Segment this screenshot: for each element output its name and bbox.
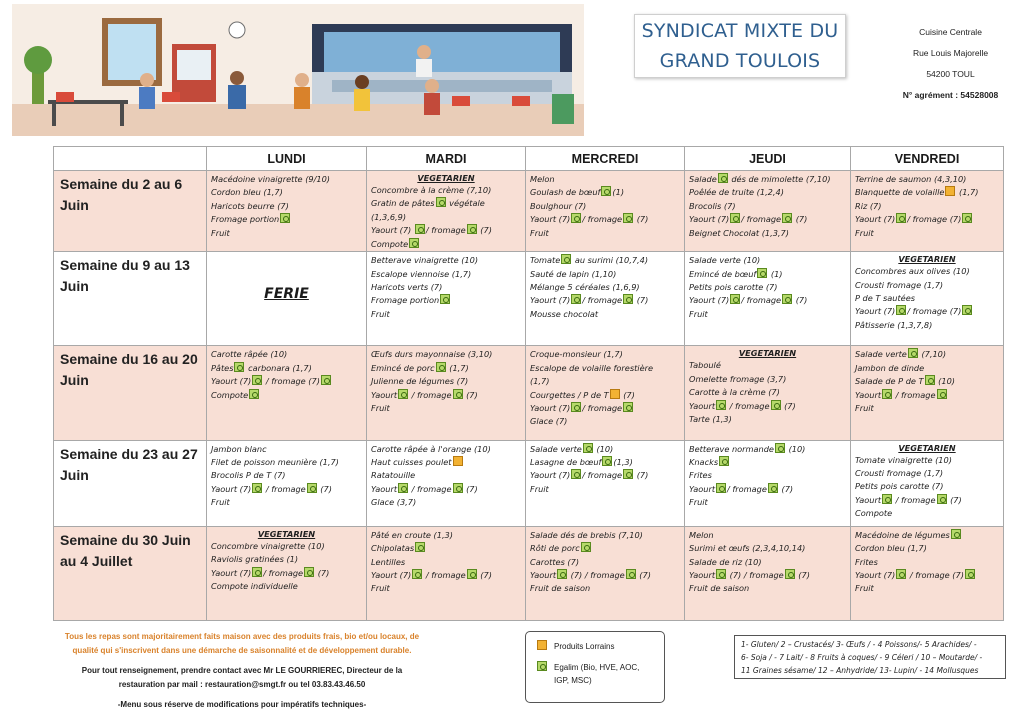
week-label: Semaine du 30 Juin au 4 Juillet xyxy=(54,526,207,620)
menu-item: Courgettes / P de T (7) xyxy=(530,389,635,400)
menu-item: Chipolatas xyxy=(371,542,521,555)
egalim-icon xyxy=(785,569,795,579)
menu-item: Escalope de volaille forestière xyxy=(530,362,654,373)
menu-item: Yaourt (7) / fromage (7) xyxy=(689,569,810,580)
menu-item: Cordon bleu (1,7) xyxy=(211,187,283,198)
menu-item: Poêlée de truite (1,2,4) xyxy=(689,187,784,198)
address-line: Cuisine Centrale xyxy=(919,27,982,37)
menu-item: Lasagne de bœuf (1,3) xyxy=(530,456,633,467)
menu-item: Yaourt (7) / fromage (7) xyxy=(689,214,808,225)
egalim-icon xyxy=(896,305,906,315)
menu-item: Fruit xyxy=(855,403,874,414)
egalim-icon xyxy=(937,494,947,504)
egalim-icon xyxy=(436,362,446,372)
menu-cell xyxy=(367,346,526,440)
egalim-icon xyxy=(453,483,463,493)
menu-item: Tarte (1,3) xyxy=(689,414,732,425)
egalim-icon xyxy=(925,375,935,385)
menu-cell xyxy=(685,440,851,526)
menu-item: Yaourt (7) / fromage (7) xyxy=(211,567,330,578)
egalim-icon xyxy=(252,375,262,385)
egalim-icon xyxy=(307,483,317,493)
week-row xyxy=(54,252,1004,346)
week-label: Semaine du 2 au 6 Juin xyxy=(54,171,207,252)
egalim-icon xyxy=(304,567,314,577)
menu-cell xyxy=(685,346,851,440)
egalim-icon xyxy=(415,224,425,234)
menu-item: Rôti de porc xyxy=(530,542,680,555)
menu-cell xyxy=(526,171,685,252)
egalim-icon xyxy=(623,402,633,412)
menu-item: Jambon blanc xyxy=(211,443,267,454)
menu-item: Brocolis P de T (7) xyxy=(211,470,286,481)
egalim-icon xyxy=(782,294,792,304)
menu-item: (1,3,6,9) xyxy=(371,211,407,222)
legend-label: Produits Lorrains xyxy=(554,642,615,651)
menu-item: Mousse chocolat xyxy=(530,308,599,319)
menu-cell xyxy=(685,171,851,252)
egalim-icon xyxy=(768,483,778,493)
menu-item: Yaourt / fromage (7) xyxy=(689,483,794,494)
day-header: MERCREDI xyxy=(526,147,685,171)
menu-cell xyxy=(685,526,851,620)
menu-item: Pâtisserie (1,3,7,8) xyxy=(855,319,933,330)
menu-item: Beignet Chocolat (1,3,7) xyxy=(689,227,789,238)
menu-item: Pâté en croute (1,3) xyxy=(371,529,453,540)
menu-item: Taboulé xyxy=(689,360,721,371)
egalim-icon xyxy=(962,213,972,223)
menu-item: Surimi et œufs (2,3,4,10,14) xyxy=(689,543,806,554)
egalim-icon xyxy=(757,268,767,278)
menu-item: Yaourt / fromage (7) xyxy=(371,483,478,494)
egalim-icon xyxy=(571,294,581,304)
menu-item: (1,7) xyxy=(530,376,550,387)
menu-item: Frites xyxy=(855,556,878,567)
menu-item: Mélange 5 céréales (1,6,9) xyxy=(530,282,640,293)
page-title-line2: GRAND TOULOIS xyxy=(659,50,821,72)
menu-item: Gratin de pâtes végétale xyxy=(371,198,485,209)
menu-item: Cordon bleu (1,7) xyxy=(855,543,927,554)
vegetarian-tag: VEGETARIEN xyxy=(738,348,797,359)
menu-item: Compote individuelle xyxy=(211,580,298,591)
menu-cell xyxy=(526,440,685,526)
allergen-line: 1- Gluten/ 2 – Crustacés/ 3- Œufs / - 4 Poissons/- 5 Arachides/ - xyxy=(741,640,977,649)
egalim-icon xyxy=(234,362,244,372)
menu-item: Yaourt (7) / fromage (7) xyxy=(530,214,649,225)
menu-item: Yaourt (7) / fromage (7) xyxy=(211,483,332,494)
egalim-icon xyxy=(771,400,781,410)
vegetarian-tag: VEGETARIEN xyxy=(898,254,956,265)
egalim-icon xyxy=(412,569,422,579)
legend-row-egalim xyxy=(536,661,654,687)
menu-cell xyxy=(526,526,685,620)
egalim-icon xyxy=(571,213,581,223)
menu-item: Yaourt (7) / fromage (7) xyxy=(855,569,999,582)
menu-item: Tomate vinaigrette (10) xyxy=(855,454,952,465)
egalim-icon xyxy=(321,375,331,385)
menu-item: Concombre à la crème (7,10) xyxy=(371,185,492,195)
legend-label-line: IGP, MSC) xyxy=(554,676,592,685)
menu-item: Salade verte (7,10) xyxy=(855,349,947,360)
menu-item: Crousti fromage (1,7) xyxy=(855,279,944,290)
menu-item: Raviolis gratinées (1) xyxy=(211,554,299,565)
egalim-icon xyxy=(937,389,947,399)
menu-item: Fruit xyxy=(371,308,390,319)
menu-cell xyxy=(367,440,526,526)
menu-item: Fruit xyxy=(689,497,708,508)
menu-item: Fruit xyxy=(211,497,230,508)
menu-cell xyxy=(851,526,1004,620)
menu-item: Yaourt (7) / fromage (7) xyxy=(530,295,649,306)
menu-item: Yaourt / fromage (7) xyxy=(371,389,478,400)
footer-contact-line: restauration par mail : restauration@smgt.fr ou tel 03.83.43.46.50 xyxy=(118,680,366,689)
menu-item: Salade de riz (10) xyxy=(689,556,762,567)
menu-cell xyxy=(207,171,367,252)
menu-item: Carotte râpée (10) xyxy=(211,349,288,360)
egalim-icon xyxy=(581,542,591,552)
egalim-icon xyxy=(896,569,906,579)
menu-item: Omelette fromage (3,7) xyxy=(689,373,787,384)
menu-item: Fruit de saison xyxy=(689,583,750,594)
egalim-icon xyxy=(908,348,918,358)
holiday-label: FERIE xyxy=(264,286,309,303)
egalim-icon xyxy=(583,443,593,453)
menu-item: Pâtes carbonara (1,7) xyxy=(211,362,312,373)
menu-item: Haut cuisses poulet xyxy=(371,456,521,469)
legend-label-line: Egalim (Bio, HVE, AOC, xyxy=(554,663,640,672)
menu-item: Riz (7) xyxy=(855,200,882,211)
egalim-icon xyxy=(775,443,785,453)
menu-item: Yaourt (7) / fromage (7) xyxy=(689,295,808,306)
footer-notice: -Menu sous réserve de modifications pour impératifs techniques- xyxy=(117,700,367,709)
menu-item: Melon xyxy=(530,174,555,184)
egalim-icon xyxy=(623,213,633,223)
address-block xyxy=(877,22,1024,104)
egalim-icon xyxy=(398,389,408,399)
menu-item: Fruit de saison xyxy=(530,583,591,594)
day-header: LUNDI xyxy=(207,147,367,171)
menu-item: Petits pois carotte (7) xyxy=(855,481,944,492)
table-header-row xyxy=(54,147,1004,171)
menu-item: Concombres aux olives (10) xyxy=(855,266,970,277)
header-week-cell xyxy=(54,147,207,171)
menu-item: Betterave vinaigrette (10) xyxy=(371,255,479,266)
menu-item: Fruit xyxy=(855,583,874,594)
menu-cell xyxy=(851,171,1004,252)
week-label: Semaine du 9 au 13 Juin xyxy=(54,252,207,346)
menu-cell xyxy=(526,252,685,346)
menu-item: Yaourt (7) / fromage (7) xyxy=(211,375,362,388)
menu-cell xyxy=(851,346,1004,440)
menu-item: Ratatouille xyxy=(371,470,416,481)
menu-cell xyxy=(851,440,1004,526)
egalim-icon xyxy=(782,213,792,223)
egalim-icon xyxy=(623,294,633,304)
menu-item: Yaourt / fromage xyxy=(855,389,999,402)
menu-item: Yaourt (7) / fromage (7) xyxy=(530,470,649,481)
egalim-icon xyxy=(718,173,728,183)
egalim-icon xyxy=(440,294,450,304)
egalim-icon xyxy=(280,213,290,223)
menu-item: Jambon de dinde xyxy=(855,362,925,373)
egalim-icon xyxy=(719,456,729,466)
footer-quality-line: qualité qui s'inscrivent dans une démarche de saisonnalité et de développement durable. xyxy=(72,646,412,655)
week-label: Semaine du 23 au 27 Juin xyxy=(54,440,207,526)
menu-item: Carottes (7) xyxy=(530,556,580,567)
menu-cell xyxy=(207,346,367,440)
vegetarian-tag: VEGETARIEN xyxy=(417,173,475,183)
egalim-icon xyxy=(557,569,567,579)
lorrain-icon xyxy=(537,640,547,650)
menu-item: Fruit xyxy=(371,403,390,414)
egalim-icon xyxy=(882,389,892,399)
menu-cell xyxy=(367,526,526,620)
menu-cell xyxy=(207,440,367,526)
menu-item: Yaourt (7) / fromage xyxy=(530,402,680,415)
menu-item: Fromage portion xyxy=(211,213,362,226)
menu-item: Terrine de saumon (4,3,10) xyxy=(855,174,967,184)
menu-cell xyxy=(851,252,1004,346)
menu-item: Emincé de bœuf (1) xyxy=(689,268,783,279)
footer-info xyxy=(22,630,462,712)
menu-item: Œufs durs mayonnaise (3,10) xyxy=(371,349,493,360)
egalim-icon xyxy=(602,456,612,466)
menu-item: Fruit xyxy=(855,227,874,238)
menu-item: Yaourt (7) / fromage (7) xyxy=(371,569,492,580)
week-row xyxy=(54,440,1004,526)
menu-item: Boulghour (7) xyxy=(530,200,587,211)
menu-item: Salade verte (10) xyxy=(689,255,761,266)
menu-item: Haricots beurre (7) xyxy=(211,200,289,211)
menu-item: Fromage portion xyxy=(371,294,521,307)
menu-item: Yaourt (7) / fromage (7) xyxy=(855,305,999,318)
lorrain-icon xyxy=(610,389,620,399)
menu-cell xyxy=(367,171,526,252)
egalim-icon xyxy=(623,469,633,479)
menu-item: Macédoine de légumes xyxy=(855,529,999,542)
egalim-icon xyxy=(962,305,972,315)
allergen-legend xyxy=(734,635,1006,679)
menu-item: Goulash de bœuf (1) xyxy=(530,187,625,198)
menu-item: Sauté de lapin (1,10) xyxy=(530,268,617,279)
legend-label xyxy=(554,661,639,687)
menu-item: Filet de poisson meunière (1,7) xyxy=(211,456,339,467)
menu-item: Crousti fromage (1,7) xyxy=(855,467,944,478)
menu-item: Yaourt / fromage (7) xyxy=(689,400,796,411)
footer-quality-line: Tous les repas sont majoritairement faits maison avec des produits frais, bio et/ou locaux, de xyxy=(64,632,420,641)
menu-item: Fruit xyxy=(371,583,390,594)
egalim-icon xyxy=(882,494,892,504)
menu-table xyxy=(53,146,1004,621)
menu-cell xyxy=(207,526,367,620)
menu-cell xyxy=(685,252,851,346)
address-line: Rue Louis Majorelle xyxy=(912,48,989,58)
menu-cell xyxy=(526,346,685,440)
menu-item: Petits pois carotte (7) xyxy=(689,282,778,293)
egalim-icon xyxy=(601,186,611,196)
egalim-icon xyxy=(409,238,419,248)
agreement-number: N° agrément : 54528008 xyxy=(902,90,999,100)
address-line: 54200 TOUL xyxy=(926,69,975,79)
lorrain-icon xyxy=(945,186,955,196)
menu-item: Salade de P de T (10) xyxy=(855,376,955,387)
menu-item: Haricots verts (7) xyxy=(371,282,443,293)
week-row xyxy=(54,526,1004,620)
menu-item: Fruit xyxy=(211,227,230,238)
day-header: JEUDI xyxy=(685,147,851,171)
egalim-icon xyxy=(965,569,975,579)
egalim-icon xyxy=(571,469,581,479)
egalim-icon xyxy=(716,569,726,579)
menu-cell xyxy=(207,252,367,346)
egalim-icon xyxy=(561,254,571,264)
egalim-icon xyxy=(249,389,259,399)
menu-item: Glace (7) xyxy=(530,416,568,427)
menu-item: Compote xyxy=(371,238,521,251)
egalim-icon xyxy=(537,661,547,671)
week-label: Semaine du 16 au 20 Juin xyxy=(54,346,207,440)
week-row xyxy=(54,346,1004,440)
menu-item: Carotte râpée à l'orange (10) xyxy=(371,443,491,454)
egalim-icon xyxy=(415,542,425,552)
menu-item: Croque-monsieur (1,7) xyxy=(530,349,623,360)
title-box xyxy=(634,14,846,78)
menu-item: Blanquette de volaille (1,7) xyxy=(855,187,979,198)
vegetarian-tag: VEGETARIEN xyxy=(257,528,316,539)
egalim-icon xyxy=(252,567,262,577)
day-header: VENDREDI xyxy=(851,147,1004,171)
egalim-icon xyxy=(467,224,477,234)
menu-item: Yaourt (7) / fromage (7) xyxy=(371,225,492,236)
egalim-icon xyxy=(896,213,906,223)
page-title-line1: SYNDICAT MIXTE DU xyxy=(641,20,839,42)
egalim-icon xyxy=(436,197,446,207)
menu-item: Salade dés de mimolette (7,10) xyxy=(689,174,831,184)
legend-row-lorrain xyxy=(536,640,654,653)
menu-item: Fruit xyxy=(530,483,549,494)
egalim-icon xyxy=(467,569,477,579)
egalim-icon xyxy=(730,213,740,223)
menu-item: Emincé de porc (1,7) xyxy=(371,362,469,373)
footer-contact-line: Pour tout renseignement, prendre contact avec Mr LE GOURRIEREC, Directeur de la xyxy=(81,666,403,675)
allergen-line: 11 Graines sésame/ 12 – Anhydride/ 13- Lupin/ - 14 Mollusques xyxy=(741,666,979,675)
cafeteria-illustration xyxy=(12,4,584,136)
menu-item: Yaourt (7) / fromage (7) xyxy=(855,213,999,226)
menu-item: Brocolis (7) xyxy=(689,200,736,211)
day-header: MARDI xyxy=(367,147,526,171)
menu-item: Betterave normande (10) xyxy=(689,443,806,454)
menu-item: P de T sautées xyxy=(855,293,916,304)
menu-item: Compote xyxy=(211,389,362,402)
egalim-icon xyxy=(730,294,740,304)
menu-item: Salade verte (10) xyxy=(530,443,614,454)
menu-item: Tomate au surimi (10,7,4) xyxy=(530,255,649,266)
menu-item: Compote xyxy=(855,508,893,519)
menu-item: Fruit xyxy=(689,308,708,319)
menu-item: Concombre vinaigrette (10) xyxy=(211,540,325,551)
vegetarian-tag: VEGETARIEN xyxy=(898,442,956,453)
egalim-icon xyxy=(398,483,408,493)
egalim-icon xyxy=(951,529,961,539)
egalim-icon xyxy=(571,402,581,412)
egalim-icon xyxy=(626,569,636,579)
menu-item: Lentilles xyxy=(371,556,406,567)
allergen-line: 6- Soja / - 7 Lait/ - 8 Fruits à coques/ - 9 Céleri / 10 – Moutarde/ - xyxy=(741,653,983,662)
egalim-icon xyxy=(716,400,726,410)
egalim-icon xyxy=(453,389,463,399)
menu-item: Macédoine vinaigrette (9/10) xyxy=(211,174,330,184)
menu-item: Glace (3,7) xyxy=(371,497,417,508)
lorrain-icon xyxy=(453,456,463,466)
menu-item: Yaourt (7) / fromage (7) xyxy=(530,569,651,580)
egalim-icon xyxy=(252,483,262,493)
menu-item: Salade dés de brebis (7,10) xyxy=(530,529,643,540)
egalim-icon xyxy=(716,483,726,493)
menu-item: Fruit xyxy=(530,227,549,238)
menu-item: Frites xyxy=(689,470,712,481)
menu-item: Knacks xyxy=(689,456,846,469)
menu-item: Julienne de légumes (7) xyxy=(371,376,469,387)
menu-item: Yaourt / fromage (7) xyxy=(855,494,962,505)
menu-item: Melon xyxy=(689,529,714,540)
legend-box xyxy=(525,631,665,703)
menu-item: Carotte à la crème (7) xyxy=(689,387,780,398)
menu-cell xyxy=(367,252,526,346)
week-row xyxy=(54,171,1004,252)
menu-item: Escalope viennoise (1,7) xyxy=(371,268,472,279)
